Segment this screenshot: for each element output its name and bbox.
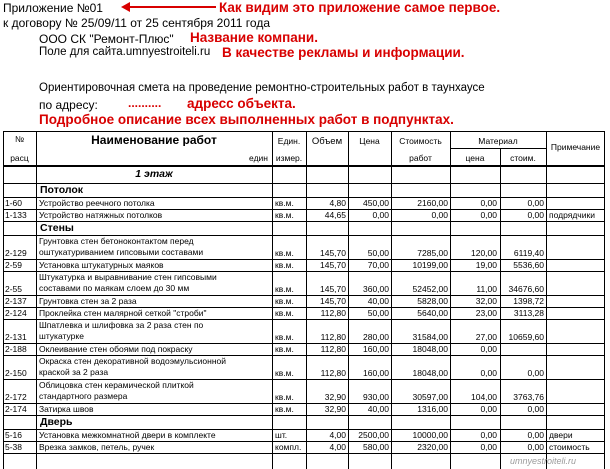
row-name: Штукатурка и выравнивание стен гипсовыми <box>39 273 217 282</box>
row-price: 450,00 <box>363 199 389 208</box>
row-volume: 44,65 <box>324 211 346 220</box>
row-cost: 2320,00 <box>417 443 448 452</box>
row-name: Оклеивание стен обоями под покраску <box>39 345 193 354</box>
header-mat-cost: стоим. <box>510 154 536 163</box>
row-price: 50,00 <box>367 309 389 318</box>
row-name: Устройство натяжных потолков <box>39 211 163 220</box>
grid-line-v <box>604 131 605 469</box>
header-cost-bottom: работ <box>409 154 432 163</box>
row-name: Облицовка стен керамической плиткой <box>39 381 194 390</box>
row-price: 360,00 <box>363 285 389 294</box>
row-name: Проклейка стен малярной сеткой "строби" <box>39 309 207 318</box>
row-name-2: оштукатуриванием гипсовыми составами <box>39 248 204 257</box>
contract-line: к договору № 25/09/11 от 25 сентября 2011 года <box>3 16 270 30</box>
row-cost: 18048,00 <box>412 369 448 378</box>
grid-line-h <box>3 355 605 356</box>
note-company-name: Название компани. <box>190 30 318 45</box>
grid-line-h <box>3 165 605 167</box>
row-name: Затирка швов <box>39 405 94 414</box>
row-unit: шт. <box>275 431 288 440</box>
grid-line-h <box>3 295 605 296</box>
row-name: Грунтовка стен бетоноконтактом перед <box>39 237 194 246</box>
row-volume: 4,00 <box>329 443 346 452</box>
grid-line-h <box>3 403 605 404</box>
row-unit: кв.м. <box>275 393 294 402</box>
header-unit: Един. <box>277 137 301 146</box>
row-mat-price: 0,00 <box>480 431 497 440</box>
row-name-2: стандартного размера <box>39 392 128 401</box>
floor-label: 1 этаж <box>135 169 173 180</box>
row-note: стоимость <box>549 443 590 452</box>
row-cost: 10199,00 <box>412 261 448 270</box>
header-unit-bottom: измер. <box>275 154 303 163</box>
grid-line-h <box>3 221 605 222</box>
header-cost: Стоимость <box>399 137 442 146</box>
row-volume: 4,00 <box>329 431 346 440</box>
note-details: Подробное описание всех выполненных работ в подпунктах. <box>39 112 454 127</box>
arrow-icon <box>121 0 217 14</box>
row-price: 930,00 <box>363 393 389 402</box>
row-cost: 10000,00 <box>412 431 448 440</box>
note-first-app: Как видим это приложение самое первое. <box>219 0 501 15</box>
grid-line-h <box>3 415 605 416</box>
row-code: 5-38 <box>5 443 23 452</box>
grid-line-h <box>3 307 605 308</box>
row-name: Врезка замков, петель, ручек <box>39 443 155 452</box>
row-code: 2-55 <box>5 285 23 294</box>
row-unit: кв.м. <box>275 211 294 220</box>
row-mat-price: 104,00 <box>471 393 497 402</box>
row-code: 2-129 <box>5 249 27 258</box>
grid-line-v <box>546 131 547 469</box>
row-mat-cost: 3113,28 <box>513 309 544 318</box>
grid-line-h <box>3 429 605 430</box>
note-address: адресс объекта. <box>187 96 296 111</box>
header-volume: Объем <box>311 137 343 147</box>
company-name: ООО СК "Ремонт-Плюс" <box>39 32 174 46</box>
grid-line-h <box>3 343 605 344</box>
row-volume: 112,80 <box>320 345 346 354</box>
row-name: Установка штукатурных маяков <box>39 261 164 270</box>
grid-line-h <box>3 183 605 184</box>
grid-line-h <box>3 131 605 132</box>
address-label: по адресу: <box>39 98 98 112</box>
row-mat-price: 11,00 <box>476 285 497 294</box>
row-cost: 5640,00 <box>417 309 448 318</box>
grid-line-v <box>3 131 4 469</box>
row-volume: 32,90 <box>324 393 346 402</box>
grid-line-h <box>3 197 605 198</box>
row-code: 2-188 <box>5 345 27 354</box>
row-mat-price: 23,00 <box>475 309 497 318</box>
row-cost: 31584,00 <box>412 333 448 342</box>
row-note: подрядчики <box>549 211 595 220</box>
watermark: umnyestroiteli.ru <box>510 456 577 466</box>
grid-line-h <box>3 259 605 260</box>
row-mat-cost: 0,00 <box>527 369 544 378</box>
row-volume: 145,70 <box>320 261 346 270</box>
row-unit: кв.м. <box>275 345 294 354</box>
row-price: 50,00 <box>367 249 389 258</box>
grid-line-h <box>450 148 546 149</box>
row-price: 160,00 <box>363 369 389 378</box>
row-mat-cost: 0,00 <box>527 405 544 414</box>
row-cost: 5828,00 <box>417 297 448 306</box>
row-volume: 32,90 <box>324 405 346 414</box>
row-cost: 1316,00 <box>417 405 448 414</box>
row-name: Установка межкомнатной двери в комплекте <box>39 431 216 440</box>
header-name-sub: един <box>249 154 268 163</box>
row-mat-cost: 10659,60 <box>508 333 544 342</box>
row-cost: 30597,00 <box>412 393 448 402</box>
row-mat-price: 27,00 <box>475 333 497 342</box>
row-volume: 112,80 <box>320 369 346 378</box>
row-mat-cost: 0,00 <box>527 199 544 208</box>
row-mat-cost: 0,00 <box>527 431 544 440</box>
row-unit: кв.м. <box>275 333 294 342</box>
row-mat-cost: 0,00 <box>527 211 544 220</box>
row-volume: 112,80 <box>320 309 346 318</box>
header-price: Цена <box>359 137 380 146</box>
row-name: Окраска стен декоративной водоэмульсионной <box>39 357 227 366</box>
row-unit: кв.м. <box>275 199 294 208</box>
grid-line-v <box>272 131 273 469</box>
grid-line-h <box>3 441 605 442</box>
row-price: 40,00 <box>367 297 389 306</box>
note-ad: В качестве рекламы и информации. <box>222 45 465 60</box>
grid-line-h <box>3 271 605 272</box>
row-mat-cost: 6119,40 <box>513 249 544 258</box>
section-Стены: Стены <box>40 223 74 234</box>
header-mat-price: цена <box>465 154 485 163</box>
row-name: Грунтовка стен за 2 раза <box>39 297 137 306</box>
row-mat-cost: 34676,60 <box>508 285 544 294</box>
row-volume: 4,80 <box>329 199 346 208</box>
row-price: 2500,00 <box>358 431 389 440</box>
row-unit: кв.м. <box>275 405 294 414</box>
row-name-2: краской за 2 раза <box>39 368 109 377</box>
row-mat-cost: 5536,60 <box>513 261 544 270</box>
row-name: Устройство реечного потолка <box>39 199 155 208</box>
row-cost: 18048,00 <box>412 345 448 354</box>
row-mat-cost: 1398,72 <box>513 297 544 306</box>
row-code: 2-59 <box>5 261 23 270</box>
row-mat-cost: 3763,76 <box>513 393 544 402</box>
row-note: двери <box>549 431 573 440</box>
row-price: 70,00 <box>367 261 389 270</box>
header-name: Наименование работ <box>91 134 217 146</box>
address-value: .......... <box>128 96 162 110</box>
row-unit: кв.м. <box>275 369 294 378</box>
row-unit: кв.м. <box>275 309 294 318</box>
row-mat-price: 32,00 <box>475 297 497 306</box>
header-material: Материал <box>478 137 518 146</box>
row-cost: 0,00 <box>431 211 448 220</box>
row-mat-price: 0,00 <box>480 199 497 208</box>
row-code: 5-16 <box>5 431 23 440</box>
row-mat-price: 19,00 <box>475 261 497 270</box>
row-unit: кв.м. <box>275 297 294 306</box>
row-mat-price: 0,00 <box>480 443 497 452</box>
estimate-table <box>3 131 605 469</box>
row-cost: 52452,00 <box>412 285 448 294</box>
row-code: 2-124 <box>5 309 27 318</box>
site-field: Поле для сайта.umnyestroiteli.ru <box>39 46 211 58</box>
row-mat-cost: 0,00 <box>527 443 544 452</box>
row-volume: 145,70 <box>320 297 346 306</box>
row-unit: кв.м. <box>275 249 294 258</box>
grid-line-h <box>3 379 605 380</box>
row-mat-price: 0,00 <box>480 345 497 354</box>
grid-line-h <box>3 319 605 320</box>
row-price: 0,00 <box>372 211 389 220</box>
grid-line-v <box>36 131 37 469</box>
row-code: 1-133 <box>5 211 27 220</box>
section-Дверь: Дверь <box>40 417 73 428</box>
row-code: 2-150 <box>5 369 27 378</box>
grid-line-h <box>3 453 605 454</box>
row-code: 2-174 <box>5 405 27 414</box>
grid-line-h <box>3 235 605 236</box>
row-mat-price: 0,00 <box>480 405 497 414</box>
row-volume: 112,80 <box>320 333 346 342</box>
header-note: Примечание <box>550 143 601 152</box>
row-price: 280,00 <box>363 333 389 342</box>
row-price: 40,00 <box>367 405 389 414</box>
grid-line-h <box>3 209 605 210</box>
row-mat-price: 0,00 <box>480 369 497 378</box>
row-cost: 7285,00 <box>417 249 448 258</box>
section-Потолок: Потолок <box>40 185 84 196</box>
estimate-title: Ориентировочная смета на проведение ремонтно-строительных работ в таунхаусе <box>39 82 485 94</box>
row-mat-price: 0,00 <box>480 211 497 220</box>
row-name: Шпатлевка и шлифовка за 2 раза стен по <box>39 321 204 330</box>
row-unit: кв.м. <box>275 285 294 294</box>
row-price: 580,00 <box>363 443 389 452</box>
row-cost: 2160,00 <box>417 199 448 208</box>
header-num-bottom: расц <box>10 154 29 163</box>
row-mat-price: 120,00 <box>471 249 497 258</box>
row-code: 2-137 <box>5 297 27 306</box>
row-code: 1-60 <box>5 199 23 208</box>
header-num: № <box>14 135 25 144</box>
row-code: 2-172 <box>5 393 27 402</box>
row-name-2: составами по маякам слоем до 30 мм <box>39 284 190 293</box>
row-volume: 145,70 <box>320 285 346 294</box>
row-name-2: штукатурке <box>39 332 84 341</box>
row-unit: компл. <box>275 443 302 452</box>
row-unit: кв.м. <box>275 261 294 270</box>
row-price: 160,00 <box>363 345 389 354</box>
row-code: 2-131 <box>5 333 27 342</box>
row-volume: 145,70 <box>320 249 346 258</box>
appendix-title: Приложение №01 <box>3 1 103 15</box>
